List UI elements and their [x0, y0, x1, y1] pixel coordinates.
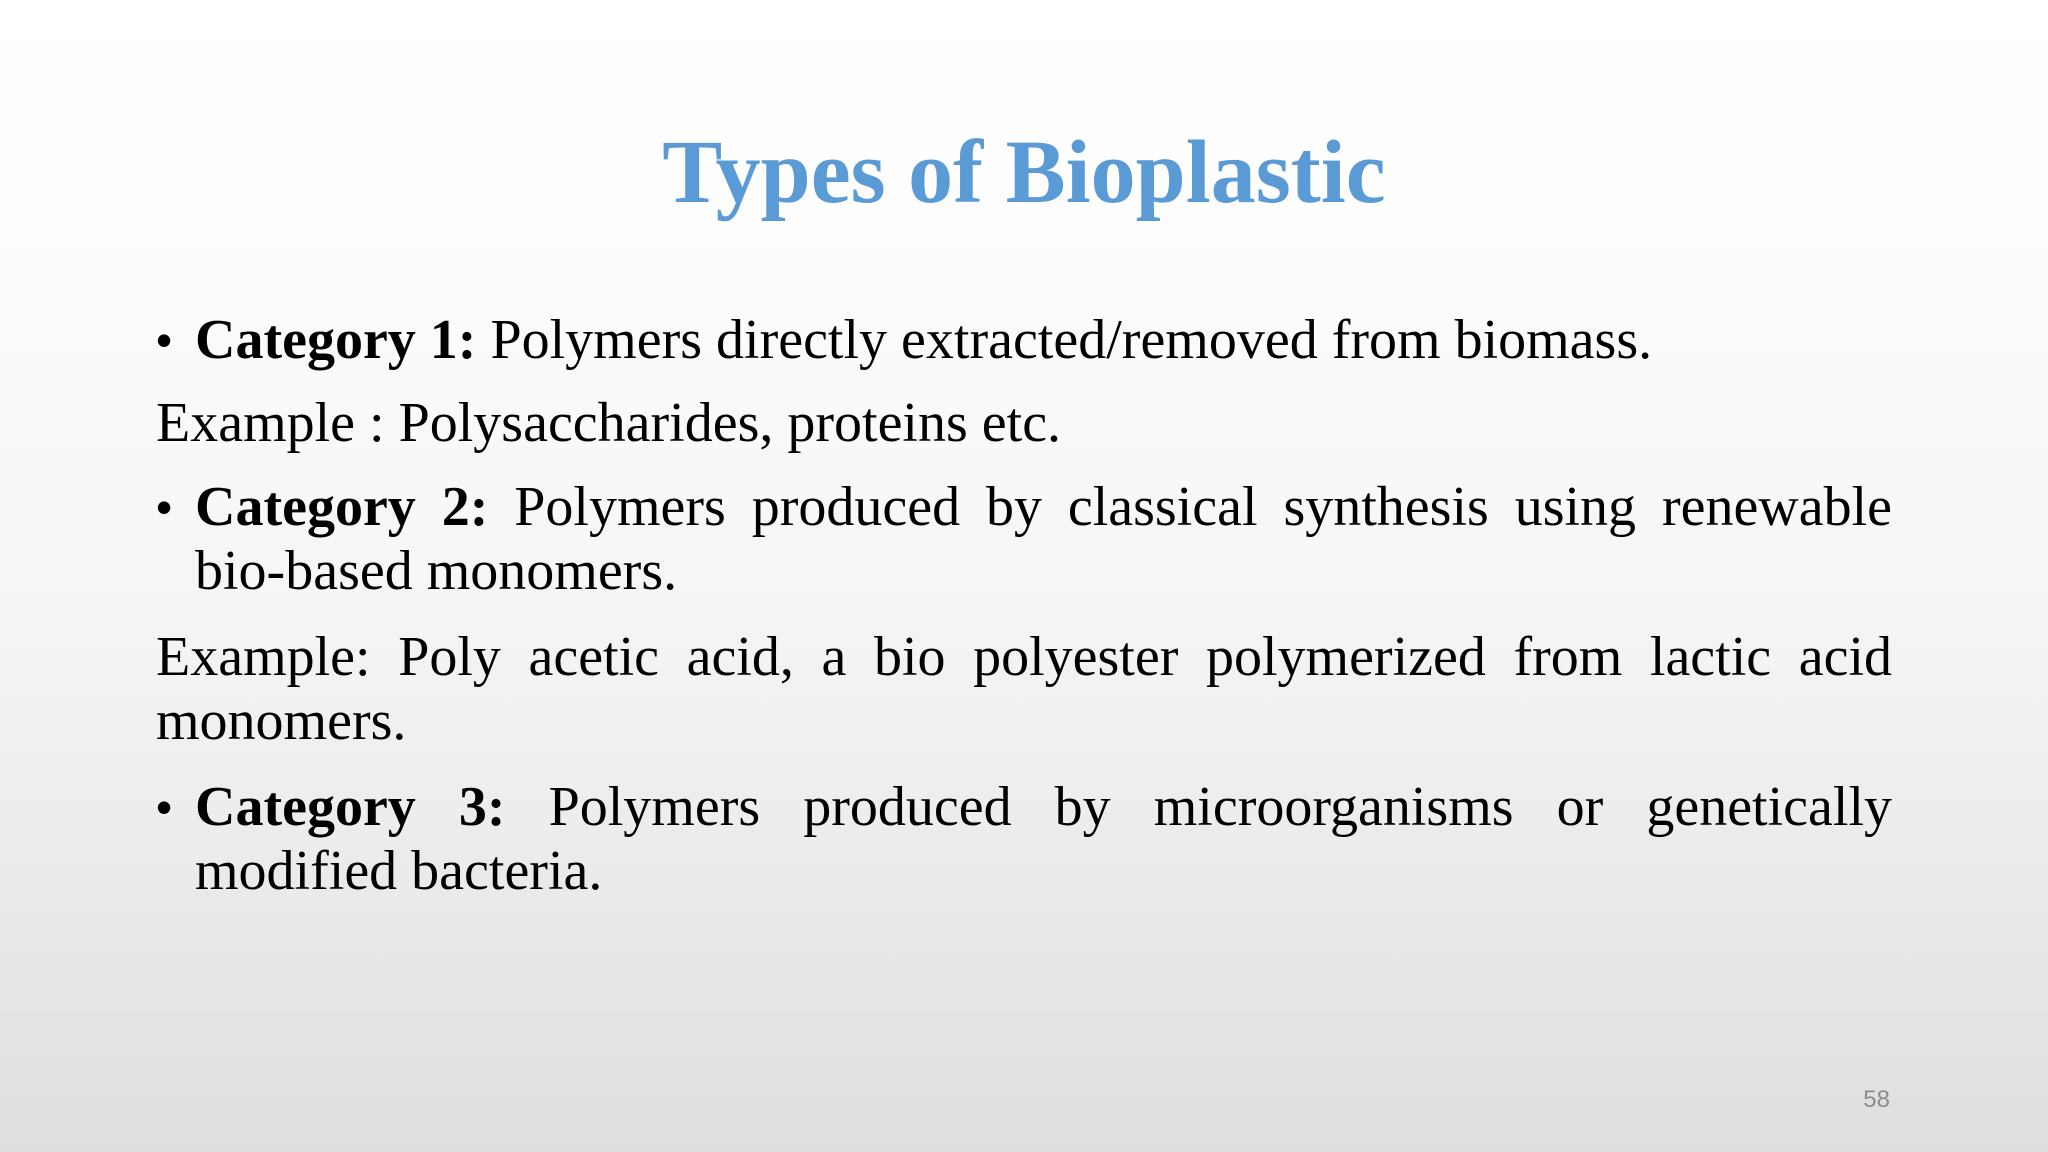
category-3-item [156, 775, 1892, 903]
category-1-label: Category 1: [195, 309, 477, 371]
category-1-item [156, 308, 1892, 372]
slide-content [156, 308, 1892, 903]
category-2-text: Polymers produced by classical synthesis using renewable bio-based monomers. [195, 476, 1893, 602]
category-3-label: Category 3: [195, 776, 506, 838]
bullet-icon: • [156, 481, 173, 533]
page-number: 58 [1863, 1086, 1890, 1113]
category-1-example: Example : Polysaccharides, proteins etc. [156, 392, 1062, 454]
bullet-icon: • [156, 314, 173, 366]
category-3-text: Polymers produced by microorganisms or genetically modified bacteria. [195, 776, 1892, 902]
category-2-label: Category 2: [195, 476, 489, 538]
slide-title: Types of Bioplastic [662, 123, 1386, 222]
category-2-example: Example: Poly acetic acid, a bio polyester polymerized from lactic acid monomers. [156, 626, 1892, 752]
category-2-item [156, 475, 1892, 603]
category-1-text: Polymers directly extracted/removed from biomass. [476, 309, 1653, 371]
bullet-icon: • [156, 781, 173, 833]
